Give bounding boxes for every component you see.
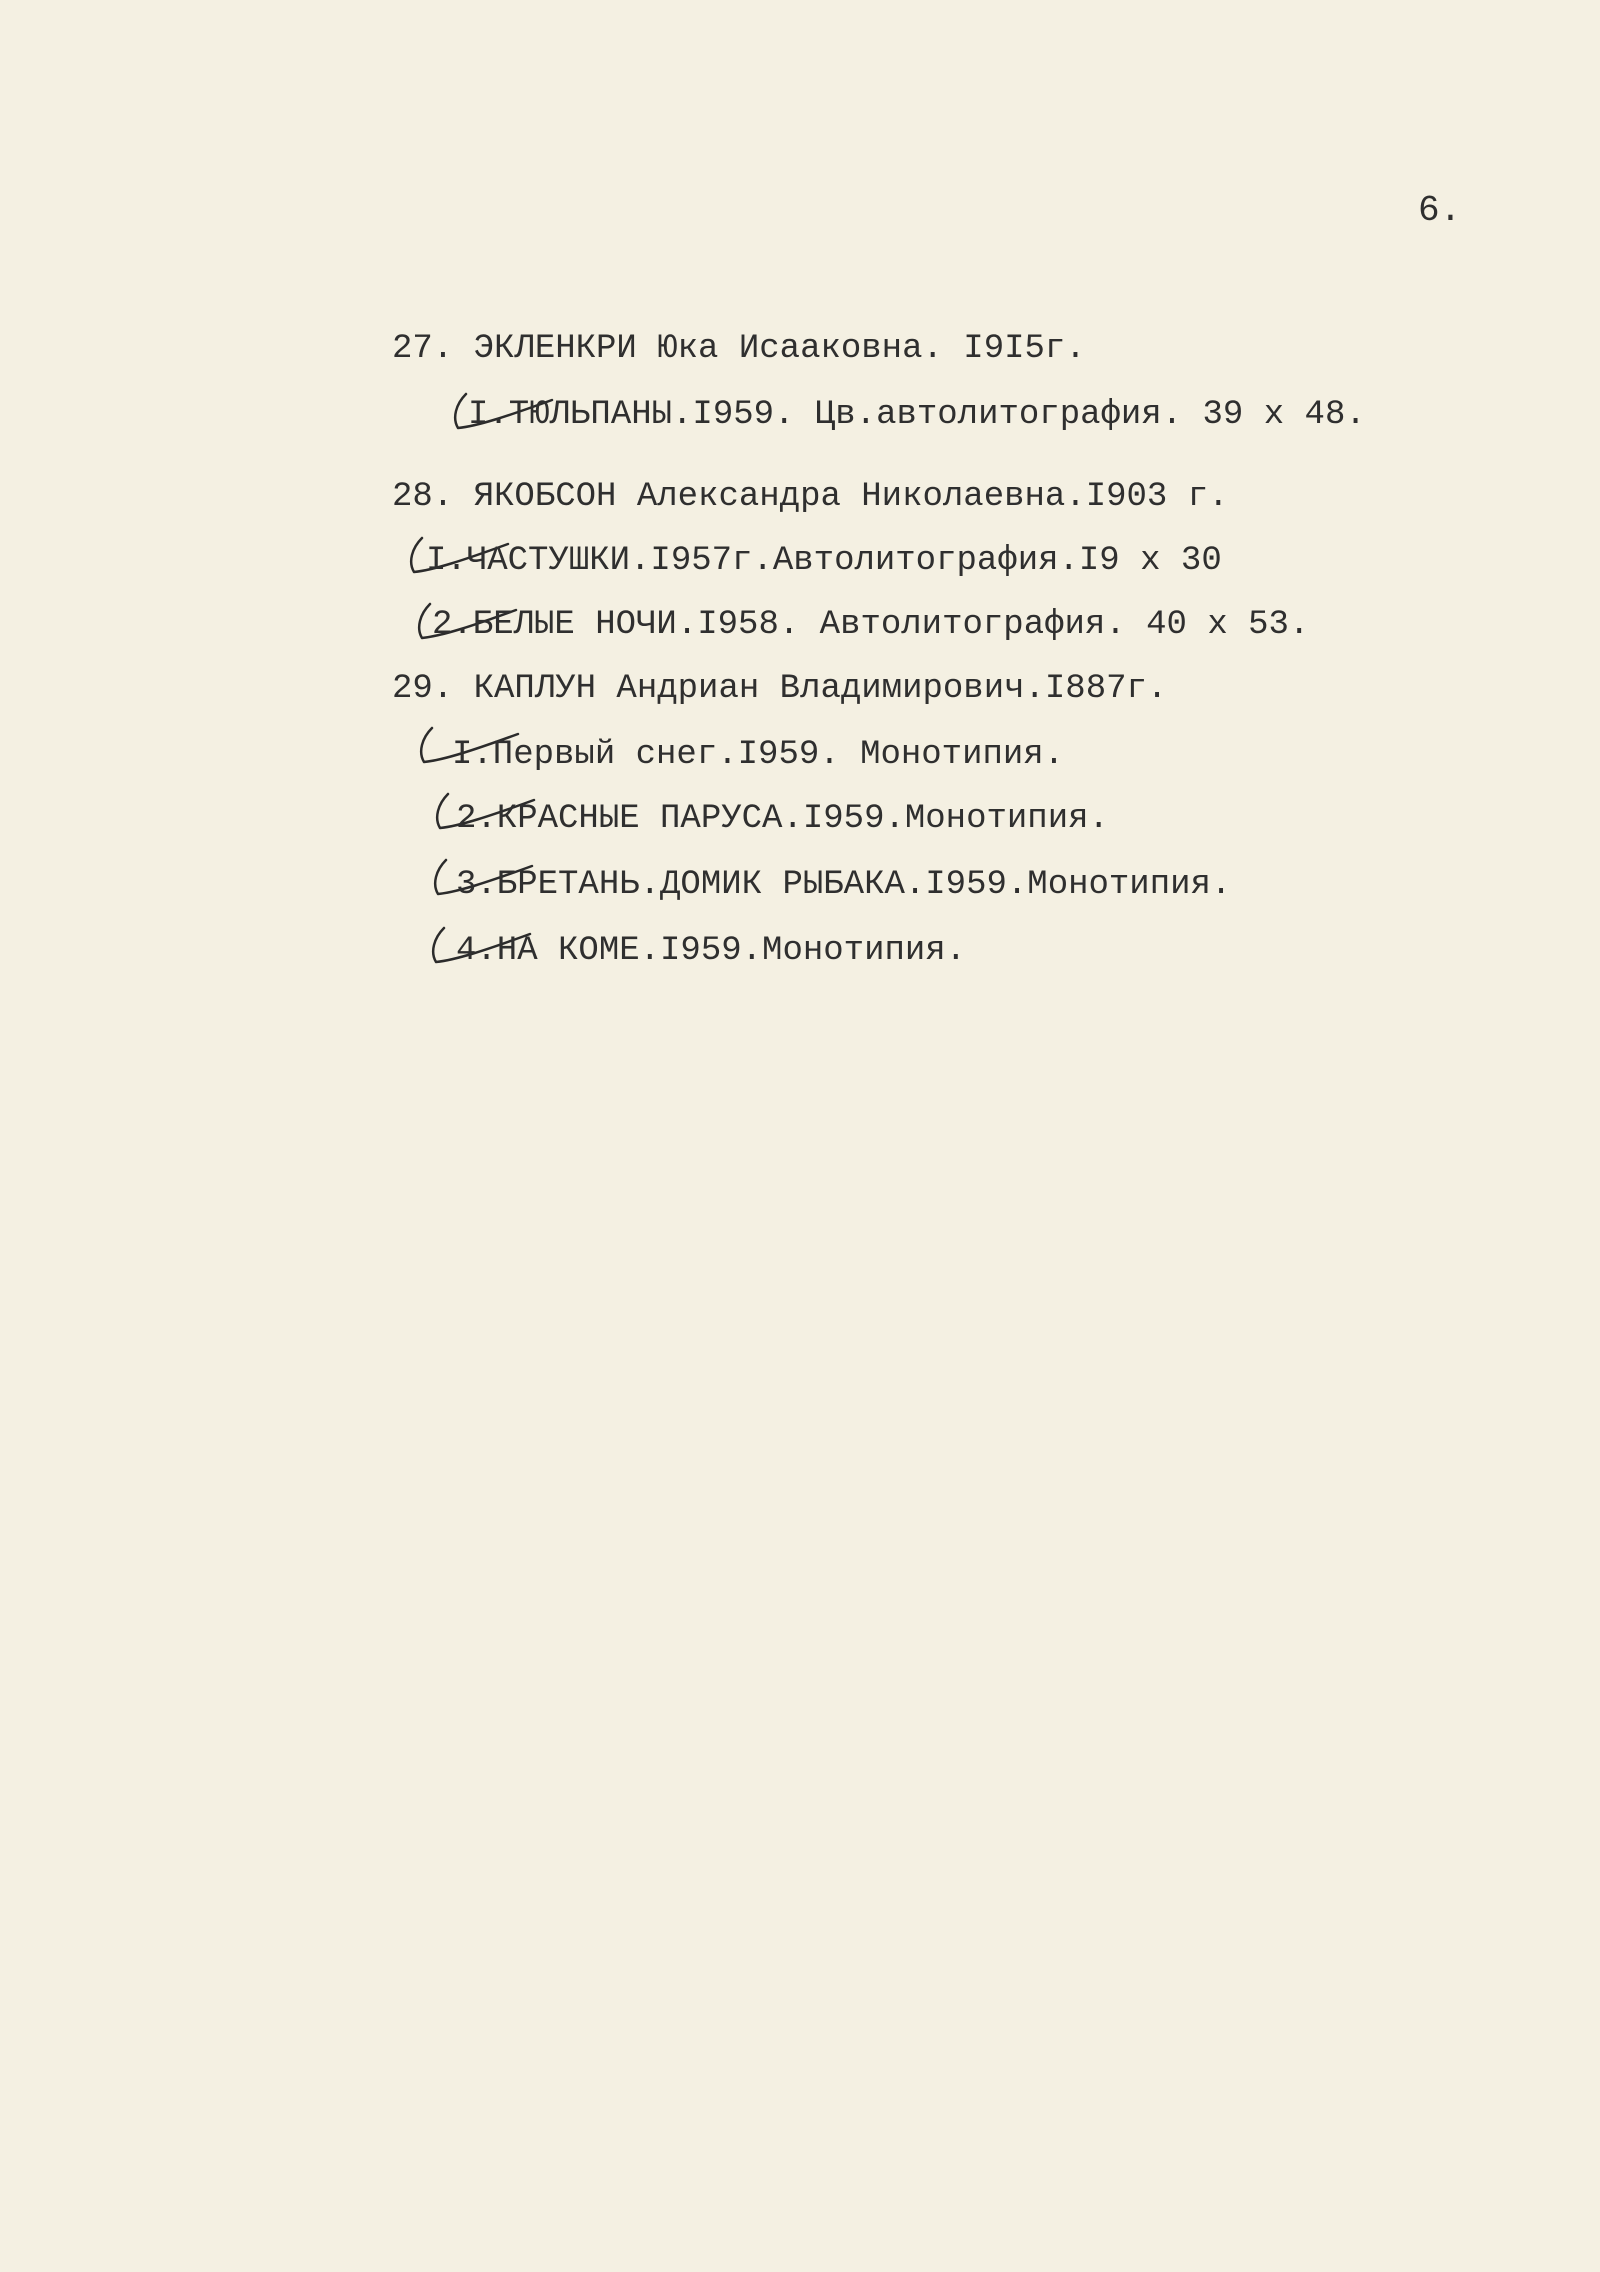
- entry-work-29-3: 3.БРЕТАНЬ.ДОМИК РЫБАКА.I959.Монотипия.: [456, 866, 1232, 904]
- entry-work-29-4: 4.НА КОМЕ.I959.Монотипия.: [456, 932, 967, 970]
- entry-work-28-1: I.ЧАСТУШКИ.I957г.Автолитография.I9 х 30: [426, 542, 1222, 580]
- page-number: 6.: [1418, 190, 1462, 231]
- entry-heading-27: 27. ЭКЛЕНКРИ Юка Исааковна. I9I5г.: [392, 330, 1086, 368]
- entry-work-27-1: I.ТЮЛЬПАНЫ.I959. Цв.автолитография. 39 х 48.: [468, 396, 1366, 434]
- entry-work-28-2: 2.БЕЛЫЕ НОЧИ.I958. Автолитография. 40 х 53.: [432, 606, 1310, 644]
- entry-work-29-1: I.Первый снег.I959. Монотипия.: [452, 736, 1065, 774]
- entry-heading-29: 29. КАПЛУН Андриан Владимирович.I887г.: [392, 670, 1168, 708]
- entry-work-29-2: 2.КРАСНЫЕ ПАРУСА.I959.Монотипия.: [456, 800, 1109, 838]
- entry-heading-28: 28. ЯКОБСОН Александра Николаевна.I903 г.: [392, 478, 1229, 516]
